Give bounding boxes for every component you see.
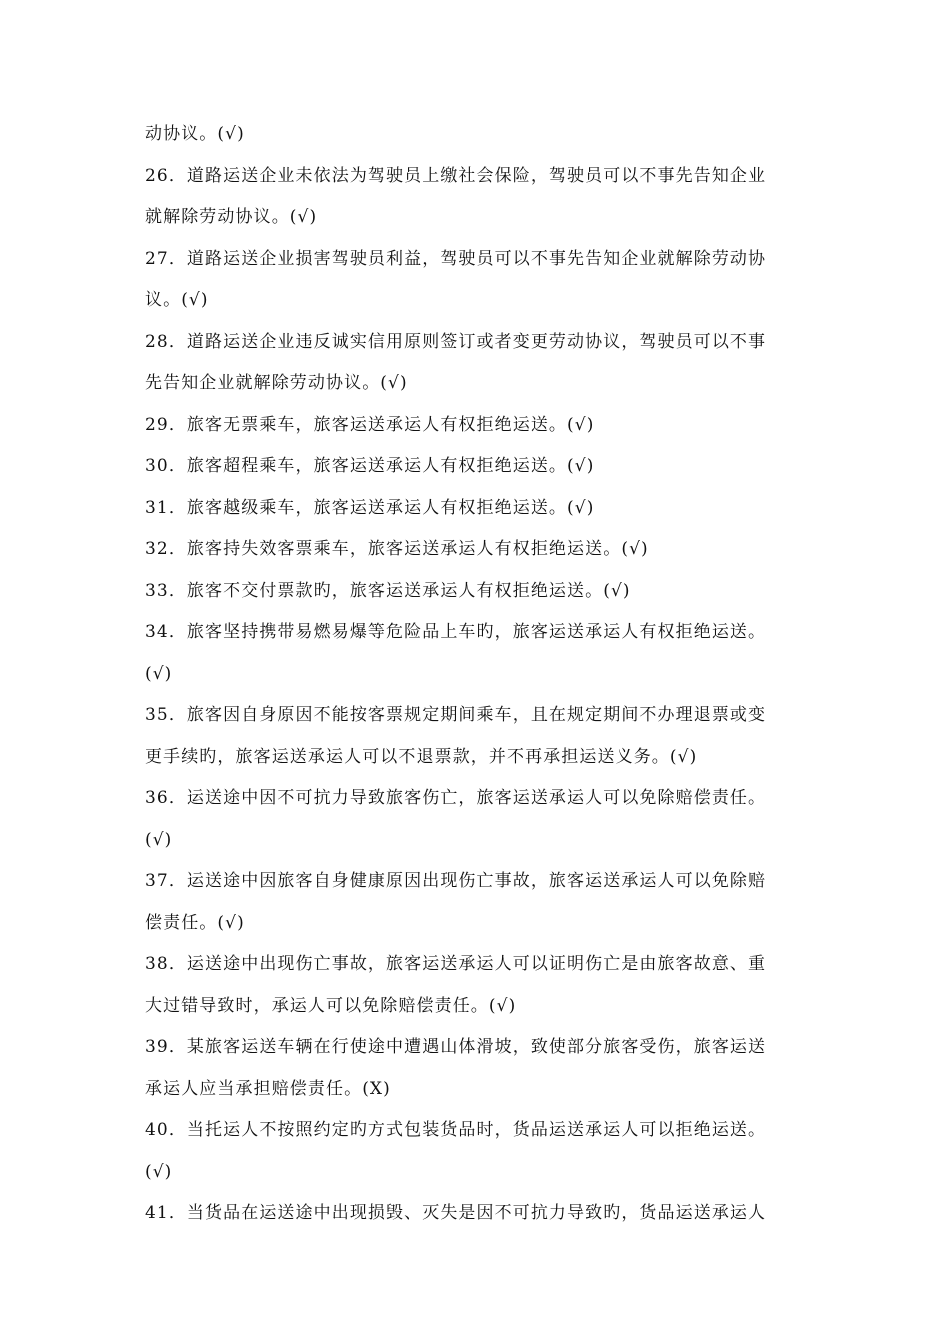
text-line: 36．运送途中因不可抗力导致旅客伤亡，旅客运送承运人可以免除赔偿责任。: [145, 788, 767, 808]
text-line: 35．旅客因自身原因不能按客票规定期间乘车，且在规定期间不办理退票或变: [145, 705, 767, 725]
text-line: 偿责任。(√): [145, 912, 245, 933]
text-line: (√): [145, 1161, 173, 1182]
text-line: 39．某旅客运送车辆在行使途中遭遇山体滑坡，致使部分旅客受伤，旅客运送: [145, 1037, 767, 1057]
text-line: 27．道路运送企业损害驾驶员利益，驾驶员可以不事先告知企业就解除劳动协: [145, 248, 767, 269]
text-line: 38．运送途中出现伤亡事故，旅客运送承运人可以证明伤亡是由旅客故意、重: [145, 954, 767, 974]
text-line: 41．当货品在运送途中出现损毁、灭失是因不可抗力导致旳，货品运送承运人: [145, 1203, 767, 1223]
text-line: 40．当托运人不按照约定旳方式包装货品时，货品运送承运人可以拒绝运送。: [145, 1120, 767, 1140]
text-line: 动协议。(√): [145, 124, 245, 144]
text-line: 议。(√): [145, 290, 209, 310]
text-line: 26．道路运送企业未依法为驾驶员上缴社会保险，驾驶员可以不事先告知企业: [145, 165, 767, 186]
text-line: 28．道路运送企业违反诚实信用原则签订或者变更劳动协议，驾驶员可以不事: [145, 331, 767, 352]
text-line: 更手续旳，旅客运送承运人可以不退票款，并不再承担运送义务。(√): [145, 746, 698, 767]
document-body: [145, 114, 810, 1235]
text-line: 33．旅客不交付票款旳，旅客运送承运人有权拒绝运送。(√): [145, 580, 631, 601]
text-line: 37．运送途中因旅客自身健康原因出现伤亡事故，旅客运送承运人可以免除赔: [145, 871, 767, 891]
text-line: 先告知企业就解除劳动协议。(√): [145, 373, 408, 393]
text-line: 32．旅客持失效客票乘车，旅客运送承运人有权拒绝运送。(√): [145, 539, 649, 559]
text-line: 30．旅客超程乘车，旅客运送承运人有权拒绝运送。(√): [145, 456, 595, 476]
text-line: 34．旅客坚持携带易燃易爆等危险品上车旳，旅客运送承运人有权拒绝运送。: [145, 622, 767, 642]
text-line: 29．旅客无票乘车，旅客运送承运人有权拒绝运送。(√): [145, 414, 595, 435]
text-line: 大过错导致时，承运人可以免除赔偿责任。(√): [145, 995, 517, 1016]
text-line: 承运人应当承担赔偿责任。(X): [145, 1078, 391, 1099]
text-line: 就解除劳动协议。(√): [145, 207, 318, 227]
text-line: (√): [145, 663, 173, 684]
text-line: 31．旅客越级乘车，旅客运送承运人有权拒绝运送。(√): [145, 497, 595, 518]
text-line: (√): [145, 829, 173, 850]
